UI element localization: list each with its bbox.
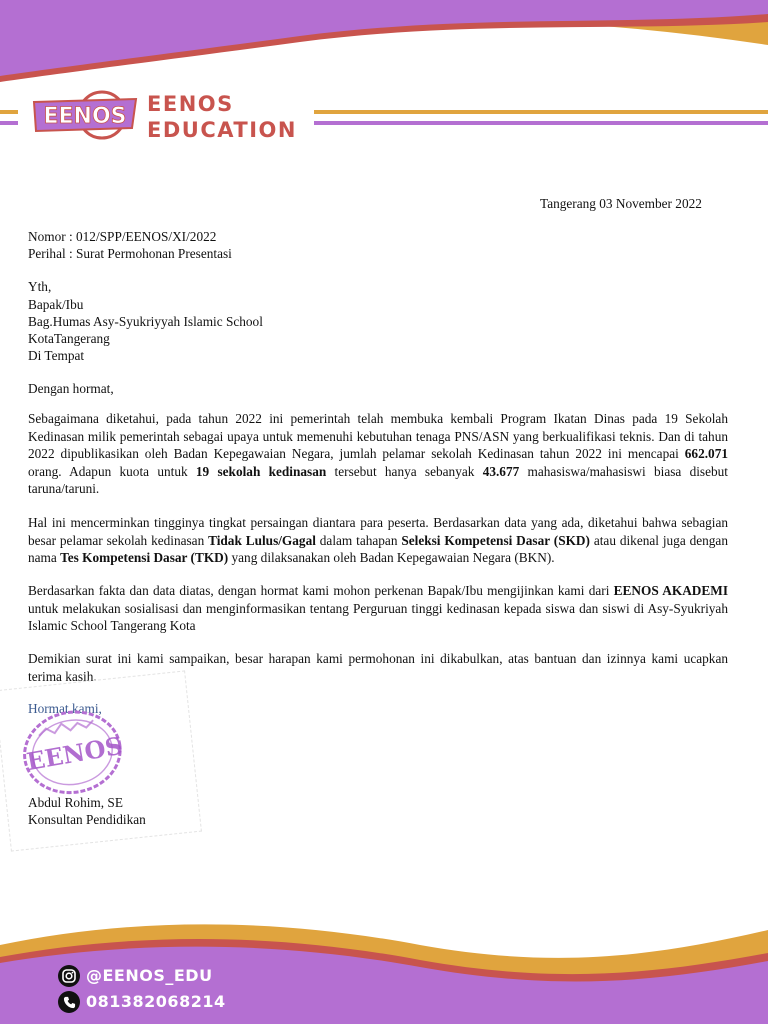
signer-name: Abdul Rohim, SE (28, 795, 123, 810)
signer-title: Konsultan Pendidikan (28, 812, 146, 827)
eenos-logo (32, 90, 138, 140)
eenos-stamp (6, 690, 142, 809)
header-rule-right-purple (314, 121, 768, 125)
greeting: Dengan hormat, (28, 381, 114, 396)
recipient-line3: KotaTangerang (28, 331, 110, 346)
place-date: Tangerang 03 November 2022 (540, 196, 702, 211)
logo-wordmark: EENOS (43, 104, 127, 129)
paragraph-3: Berdasarkan fakta dan data diatas, dengan hormat kami mohon perkenan Bapak/Ibu mengijinkan kami dari EENOS AKADEMI untuk melakukan sosialisasi dan menginformasikan tentang Perguruan tinggi kedinasan kepada siswa dan siswi di Asy-Syukriyah Islamic School Tangerang Kota (28, 583, 728, 634)
phone-icon (58, 991, 80, 1013)
recipient-line2: Bag.Humas Asy-Syukriyyah Islamic School (28, 314, 263, 329)
header-rule-left-purple (0, 121, 18, 125)
recipient-yth: Yth, (28, 279, 52, 294)
letter-number: Nomor : 012/SPP/EENOS/XI/2022 (28, 229, 217, 244)
brand-name-line1: EENOS (147, 92, 234, 116)
instagram-icon (58, 965, 80, 987)
instagram-contact[interactable] (58, 965, 213, 987)
recipient-line4: Di Tempat (28, 348, 85, 363)
paragraph-4: Demikian surat ini kami sampaikan, besar harapan kami permohonan ini dikabulkan, atas bantuan dan izinnya kami ucapkan terima kasih. (28, 651, 728, 684)
paragraph-1: Sebagaimana diketahui, pada tahun 2022 ini pemerintah telah membuka kembali Program Ikatan Dinas pada 19 Sekolah Kedinasan milik pemerintah sebagai upaya untuk memenuhi kebutuhan tenaga PNS/ASN yang berkualifikasi teknis. Dan di tahun 2022 dipublikasikan oleh Badan Kepegawaian Negara, jumlah pelamar sekolah Kedinasan tahun 2022 ini mencapai 662.071 orang. Adapun kuota untuk 19 sekolah kedinasan tersebut hanya sebanyak 43.677 mahasiswa/mahasiswi biasa disebut taruna/taruni. (28, 411, 728, 497)
phone-contact[interactable] (58, 991, 226, 1013)
header-rule-left-gold (0, 110, 18, 114)
letter-subject: Perihal : Surat Permohonan Presentasi (28, 246, 232, 261)
instagram-handle: @EENOS_EDU (86, 966, 213, 985)
brand-name-line2: EDUCATION (147, 118, 297, 142)
paragraph-2: Hal ini mencerminkan tingginya tingkat persaingan diantara para peserta. Berdasarkan data yang ada, diketahui bahwa sebagian besar pelamar sekolah kedinasan Tidak Lulus/Gagal dalam tahapan Seleksi Kompetensi Dasar (SKD) atau dikenal juga dengan nama Tes Kompetensi Dasar (TKD) yang dilaksanakan oleh Badan Kepegawaian Negara (BKN). (28, 515, 728, 566)
header-wave-decoration (0, 0, 768, 90)
recipient-line1: Bapak/Ibu (28, 297, 84, 312)
header-rule-right-gold (314, 110, 768, 114)
closing: Hormat kami, (28, 701, 102, 716)
phone-number: 081382068214 (86, 992, 226, 1011)
stamp-text: EENOS (24, 730, 125, 777)
